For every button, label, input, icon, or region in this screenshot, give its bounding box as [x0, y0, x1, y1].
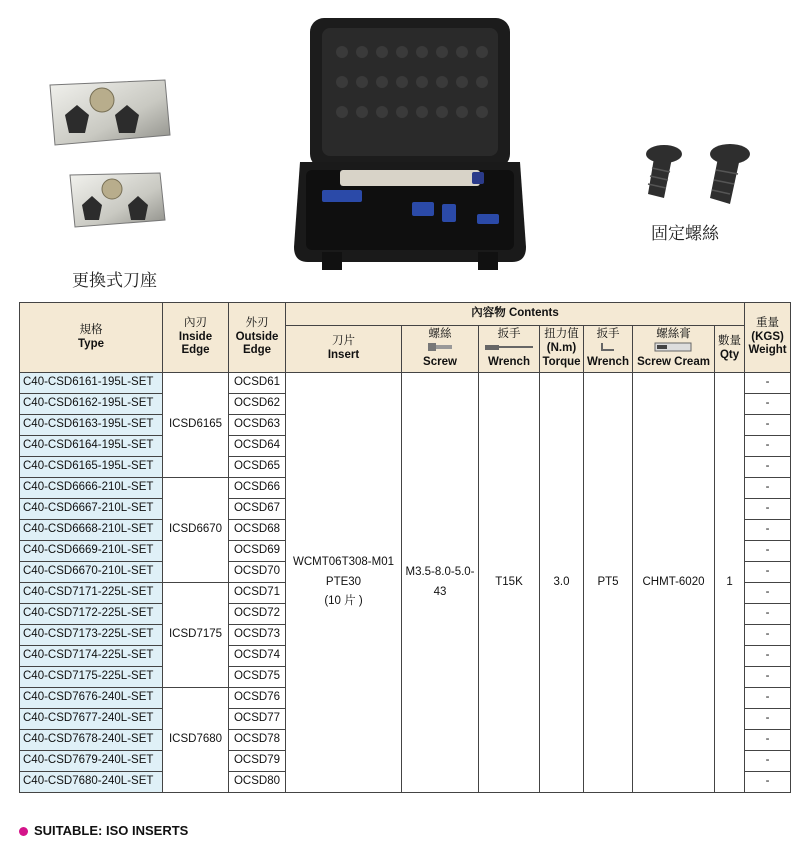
weight-cell: -: [745, 541, 791, 562]
type-cell: C40-CSD7679-240L-SET: [20, 751, 163, 772]
weight-cell: -: [745, 499, 791, 520]
weight-cell: -: [745, 415, 791, 436]
type-cell: C40-CSD7678-240L-SET: [20, 730, 163, 751]
type-cell: C40-CSD6164-195L-SET: [20, 436, 163, 457]
table-row: [20, 373, 791, 394]
type-cell: C40-CSD6165-195L-SET: [20, 457, 163, 478]
header-outside-edge: 外刃 Outside Edge: [229, 303, 286, 373]
header-inside-edge: 內刃 Inside Edge: [163, 303, 229, 373]
cream-tube-icon: [654, 342, 694, 352]
weight-cell: -: [745, 772, 791, 793]
type-cell: C40-CSD7174-225L-SET: [20, 646, 163, 667]
weight-cell: -: [745, 457, 791, 478]
insert-holder-image: [40, 75, 190, 265]
type-cell: C40-CSD6161-195L-SET: [20, 373, 163, 394]
weight-cell: -: [745, 520, 791, 541]
outside-edge-cell: OCSD64: [229, 436, 286, 457]
header-torque: 扭力值 (N.m) Torque: [540, 326, 584, 373]
type-cell: C40-CSD7173-225L-SET: [20, 625, 163, 646]
insert-line: PTE30: [325, 575, 362, 588]
screw-cell: [402, 373, 479, 793]
type-cell: C40-CSD6669-210L-SET: [20, 541, 163, 562]
weight-cell: -: [745, 688, 791, 709]
inside-edge-cell: ICSD7175: [163, 583, 229, 688]
type-cell: C40-CSD7172-225L-SET: [20, 604, 163, 625]
inside-edge-cell: ICSD7680: [163, 688, 229, 793]
outside-edge-cell: OCSD62: [229, 394, 286, 415]
weight-cell: -: [745, 646, 791, 667]
weight-cell: -: [745, 751, 791, 772]
type-cell: C40-CSD6667-210L-SET: [20, 499, 163, 520]
bullet-icon: [19, 827, 28, 836]
insert-holder-caption: 更換式刀座: [72, 271, 157, 290]
torque-cell: 3.0: [540, 373, 584, 793]
header-qty: 數量 Qty: [715, 326, 745, 373]
type-cell: C40-CSD6668-210L-SET: [20, 520, 163, 541]
suitable-legend: SUITABLE: ISO INSERTS: [19, 823, 188, 838]
weight-cell: -: [745, 625, 791, 646]
l-wrench-icon: [598, 342, 618, 352]
weight-cell: -: [745, 730, 791, 751]
outside-edge-cell: OCSD76: [229, 688, 286, 709]
type-cell: C40-CSD6163-195L-SET: [20, 415, 163, 436]
outside-edge-cell: OCSD70: [229, 562, 286, 583]
weight-cell: -: [745, 373, 791, 394]
header-wrench-2: 扳手 Wrench: [584, 326, 633, 373]
type-cell: C40-CSD6162-195L-SET: [20, 394, 163, 415]
fixing-screws-image: [630, 138, 765, 213]
inside-edge-cell: ICSD6670: [163, 478, 229, 583]
outside-edge-cell: OCSD65: [229, 457, 286, 478]
header-type: 規格 Type: [20, 303, 163, 373]
weight-cell: -: [745, 436, 791, 457]
outside-edge-cell: OCSD80: [229, 772, 286, 793]
outside-edge-cell: OCSD63: [229, 415, 286, 436]
outside-edge-cell: OCSD74: [229, 646, 286, 667]
outside-edge-cell: OCSD73: [229, 625, 286, 646]
outside-edge-cell: OCSD68: [229, 520, 286, 541]
type-cell: C40-CSD7677-240L-SET: [20, 709, 163, 730]
weight-cell: -: [745, 667, 791, 688]
weight-cell: -: [745, 604, 791, 625]
type-cell: C40-CSD6670-210L-SET: [20, 562, 163, 583]
header-weight: 重量 (KGS) Weight: [745, 303, 791, 373]
outside-edge-cell: OCSD78: [229, 730, 286, 751]
wrench-cell: T15K: [479, 373, 540, 793]
fixing-screws-caption: 固定螺絲: [651, 224, 719, 243]
weight-cell: -: [745, 394, 791, 415]
header-screw: 螺絲 Screw: [402, 326, 479, 373]
outside-edge-cell: OCSD75: [229, 667, 286, 688]
spec-table: [19, 302, 791, 793]
weight-cell: -: [745, 562, 791, 583]
outside-edge-cell: OCSD66: [229, 478, 286, 499]
type-cell: C40-CSD7676-240L-SET: [20, 688, 163, 709]
outside-edge-cell: OCSD79: [229, 751, 286, 772]
insert-line: WCMT06T308-M01: [293, 555, 394, 568]
inside-edge-cell: ICSD6165: [163, 373, 229, 478]
header-contents: 內容物 Contents: [286, 303, 745, 326]
screw-line: 43: [433, 585, 447, 598]
type-cell: C40-CSD6666-210L-SET: [20, 478, 163, 499]
type-cell: C40-CSD7175-225L-SET: [20, 667, 163, 688]
weight-cell: -: [745, 709, 791, 730]
screw-line: M3.5-8.0-5.0-: [405, 565, 475, 578]
screw-cream-cell: CHMT-6020: [633, 373, 715, 793]
wrench-2-cell: PT5: [584, 373, 633, 793]
screw-icon: [427, 342, 453, 352]
header-insert: 刀片 Insert: [286, 326, 402, 373]
outside-edge-cell: OCSD71: [229, 583, 286, 604]
type-cell: C40-CSD7680-240L-SET: [20, 772, 163, 793]
header-screw-cream: 螺絲膏 Screw Cream: [633, 326, 715, 373]
insert-cell: [286, 373, 402, 793]
outside-edge-cell: OCSD67: [229, 499, 286, 520]
qty-cell: 1: [715, 373, 745, 793]
weight-cell: -: [745, 583, 791, 604]
outside-edge-cell: OCSD77: [229, 709, 286, 730]
header-wrench: 扳手 Wrench: [479, 326, 540, 373]
weight-cell: -: [745, 478, 791, 499]
tool-case-image: [292, 12, 528, 277]
type-cell: C40-CSD7171-225L-SET: [20, 583, 163, 604]
insert-line: (10 片 ): [324, 595, 363, 608]
wrench-icon: [484, 342, 534, 352]
outside-edge-cell: OCSD61: [229, 373, 286, 394]
outside-edge-cell: OCSD72: [229, 604, 286, 625]
outside-edge-cell: OCSD69: [229, 541, 286, 562]
